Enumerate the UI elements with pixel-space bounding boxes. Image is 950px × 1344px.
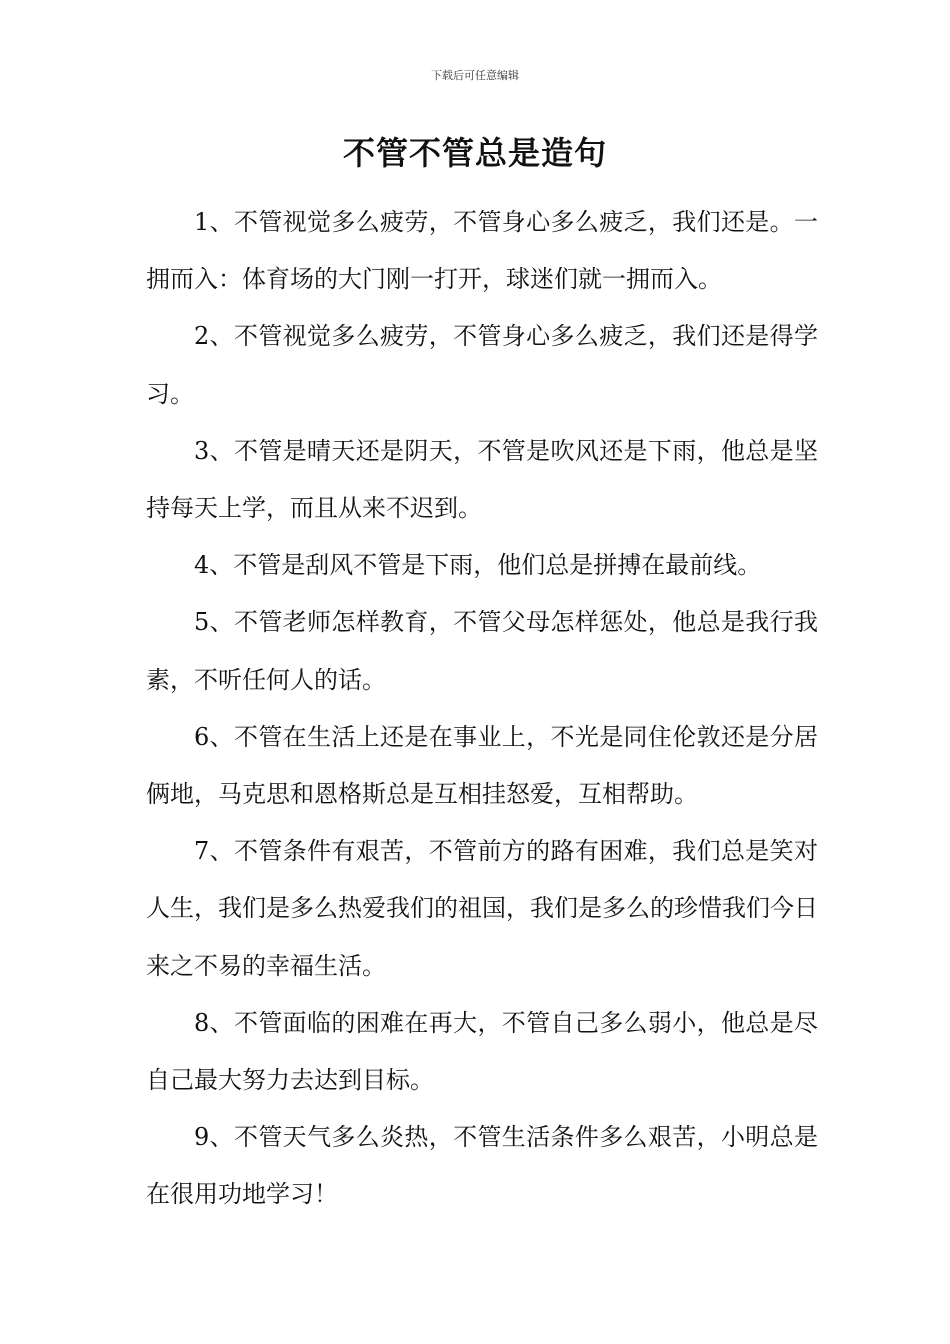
paragraph-3: 3、不管是晴天还是阴天，不管是吹风还是下雨，他总是坚持每天上学，而且从来不迟到。 <box>146 436 818 523</box>
paragraph-8: 8、不管面临的困难在再大，不管自己多么弱小，他总是尽自己最大努力去达到目标。 <box>146 1008 818 1095</box>
paragraph-5: 5、不管老师怎样教育，不管父母怎样惩处，他总是我行我素，不听任何人的话。 <box>146 608 818 694</box>
paragraph-2: 2、不管视觉多么疲劳，不管身心多么疲乏，我们还是得学习。 <box>146 322 818 408</box>
header-note: 下载后可任意编辑 <box>431 69 519 82</box>
paragraph-1: 1、不管视觉多么疲劳，不管身心多么疲乏，我们还是。一拥而入：体育场的大门刚一打开，球迷们就一拥而入。 <box>146 208 818 294</box>
paragraph-6: 6、不管在生活上还是在事业上，不光是同住伦敦还是分居俩地，马克思和恩格斯总是互相挂怒爱，互相帮助。 <box>146 722 818 809</box>
document-body <box>146 194 818 1224</box>
paragraph-7: 7、不管条件有艰苦，不管前方的路有困难，我们总是笑对人生，我们是多么热爱我们的祖国，我们是多么的珍惜我们今日来之不易的幸福生活。 <box>146 837 818 980</box>
paragraph-4: 4、不管是刮风不管是下雨，他们总是拼搏在最前线。 <box>194 551 762 580</box>
page-title: 不管不管总是造句 <box>342 134 607 172</box>
paragraph-9: 9、不管天气多么炎热，不管生活条件多么艰苦，小明总是在很用功地学习！ <box>146 1123 818 1209</box>
